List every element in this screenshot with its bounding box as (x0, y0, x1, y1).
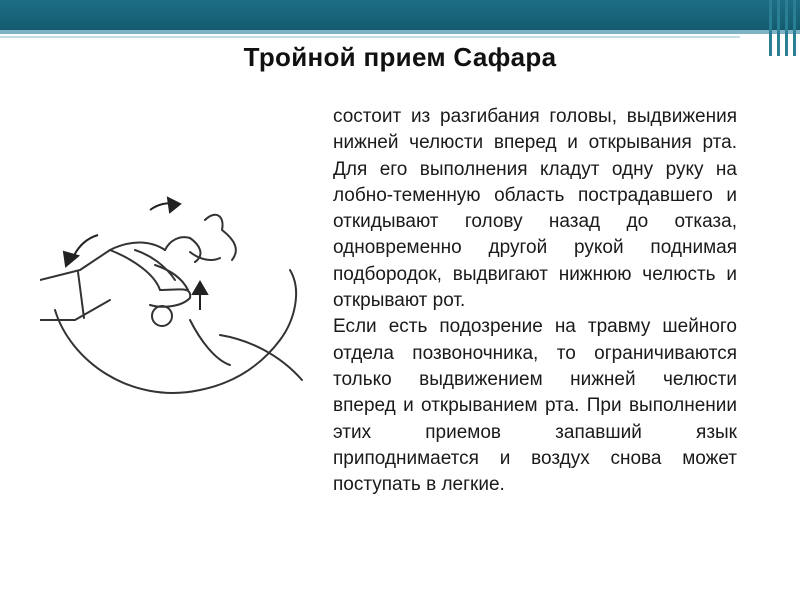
paragraph-description: состоит из разгибания головы, выдвижения нижней челюсти вперед и открывания рта. Для его выполнения кладут одну руку на лобно-теменную область пострадавшего и откидывают голову назад до отказа, одновременно другой рукой поднимая подбородок, выдвигают нижнюю челюсть и открывают рот. (333, 106, 737, 312)
slide-title: Тройной прием Сафара (243, 42, 557, 72)
body-text (333, 104, 737, 498)
header-thin-line (0, 36, 740, 38)
paragraph-spine-injury: Если есть подозрение на травму шейного отдела позвоночника, то ограничиваются только выдвижением нижней челюсти вперед и открыванием рта. При выполнении этих приемов запавший язык приподнимается и воздух снова может поступать в легкие. (333, 316, 737, 496)
header-accent-line (0, 30, 800, 34)
header-band (0, 0, 800, 30)
safar-maneuver-illustration (40, 190, 310, 440)
